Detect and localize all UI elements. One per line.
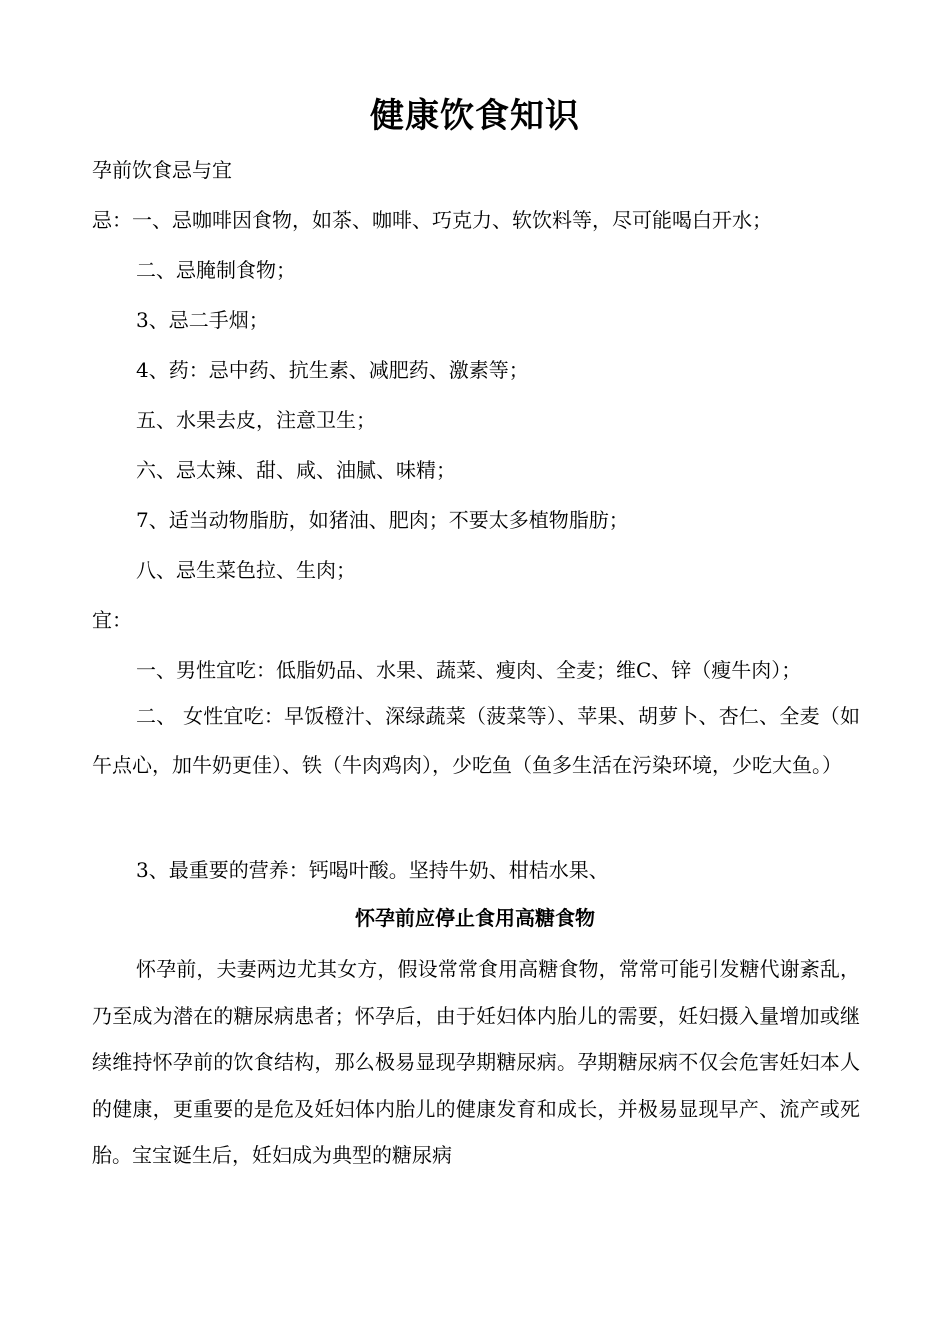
suitable-line-3: 3、最重要的营养：钙喝叶酸。坚持牛奶、柑桔水果、 (136, 858, 609, 882)
section-heading-prepregnancy: 孕前饮食忌与宜 (92, 158, 232, 182)
suitable-label: 宜： (92, 608, 132, 632)
avoid-line-8: 八、忌生菜色拉、生肉； (136, 558, 356, 582)
suitable-line-1: 一、男性宜吃：低脂奶品、水果、蔬菜、瘦肉、全麦；维C、锌（瘦牛肉）； (136, 658, 802, 682)
avoid-line-4: 4、药：忌中药、抗生素、减肥药、激素等； (136, 358, 529, 382)
document-title: 健康饮食知识 (370, 96, 580, 136)
avoid-line-3: 3、忌二手烟； (136, 308, 269, 332)
avoid-line-1: 忌：一、忌咖啡因食物，如茶、咖啡、巧克力、软饮料等，尽可能喝白开水； (92, 208, 772, 232)
avoid-line-7: 7、适当动物脂肪，如猪油、肥肉；不要太多植物脂肪； (136, 508, 629, 532)
section-heading-high-sugar: 怀孕前应停止食用高糖食物 (355, 906, 595, 930)
high-sugar-paragraph: 怀孕前，夫妻两边尤其女方，假设常常食用高糖食物，常常可能引发糖代谢紊乱，乃至成为潜在的糖尿病患者；怀孕后，由于妊妇体内胎儿的需要，妊妇摄入量增加或继续维持怀孕前的饮食结构，那么极易显现孕期糖尿病。孕期糖尿病不仅会危害妊妇本人的健康，更重要的是危及妊妇体内胎儿的健康发育和成长，并极易显现早产、流产或死胎。宝宝诞生后，妊妇成为典型的糖尿病 (92, 957, 860, 1167)
avoid-line-5: 五、水果去皮，注意卫生； (136, 408, 376, 432)
suitable-paragraph-2: 二、 女性宜吃：早饭橙汁、深绿蔬菜（菠菜等）、苹果、胡萝卜、杏仁、全麦（如午点心，加牛奶更佳）、铁（牛肉鸡肉），少吃鱼（鱼多生活在污染环境，少吃大鱼。） (92, 704, 860, 777)
avoid-line-2: 二、忌腌制食物； (136, 258, 296, 282)
avoid-line-6: 六、忌太辣、甜、咸、油腻、味精； (136, 458, 456, 482)
